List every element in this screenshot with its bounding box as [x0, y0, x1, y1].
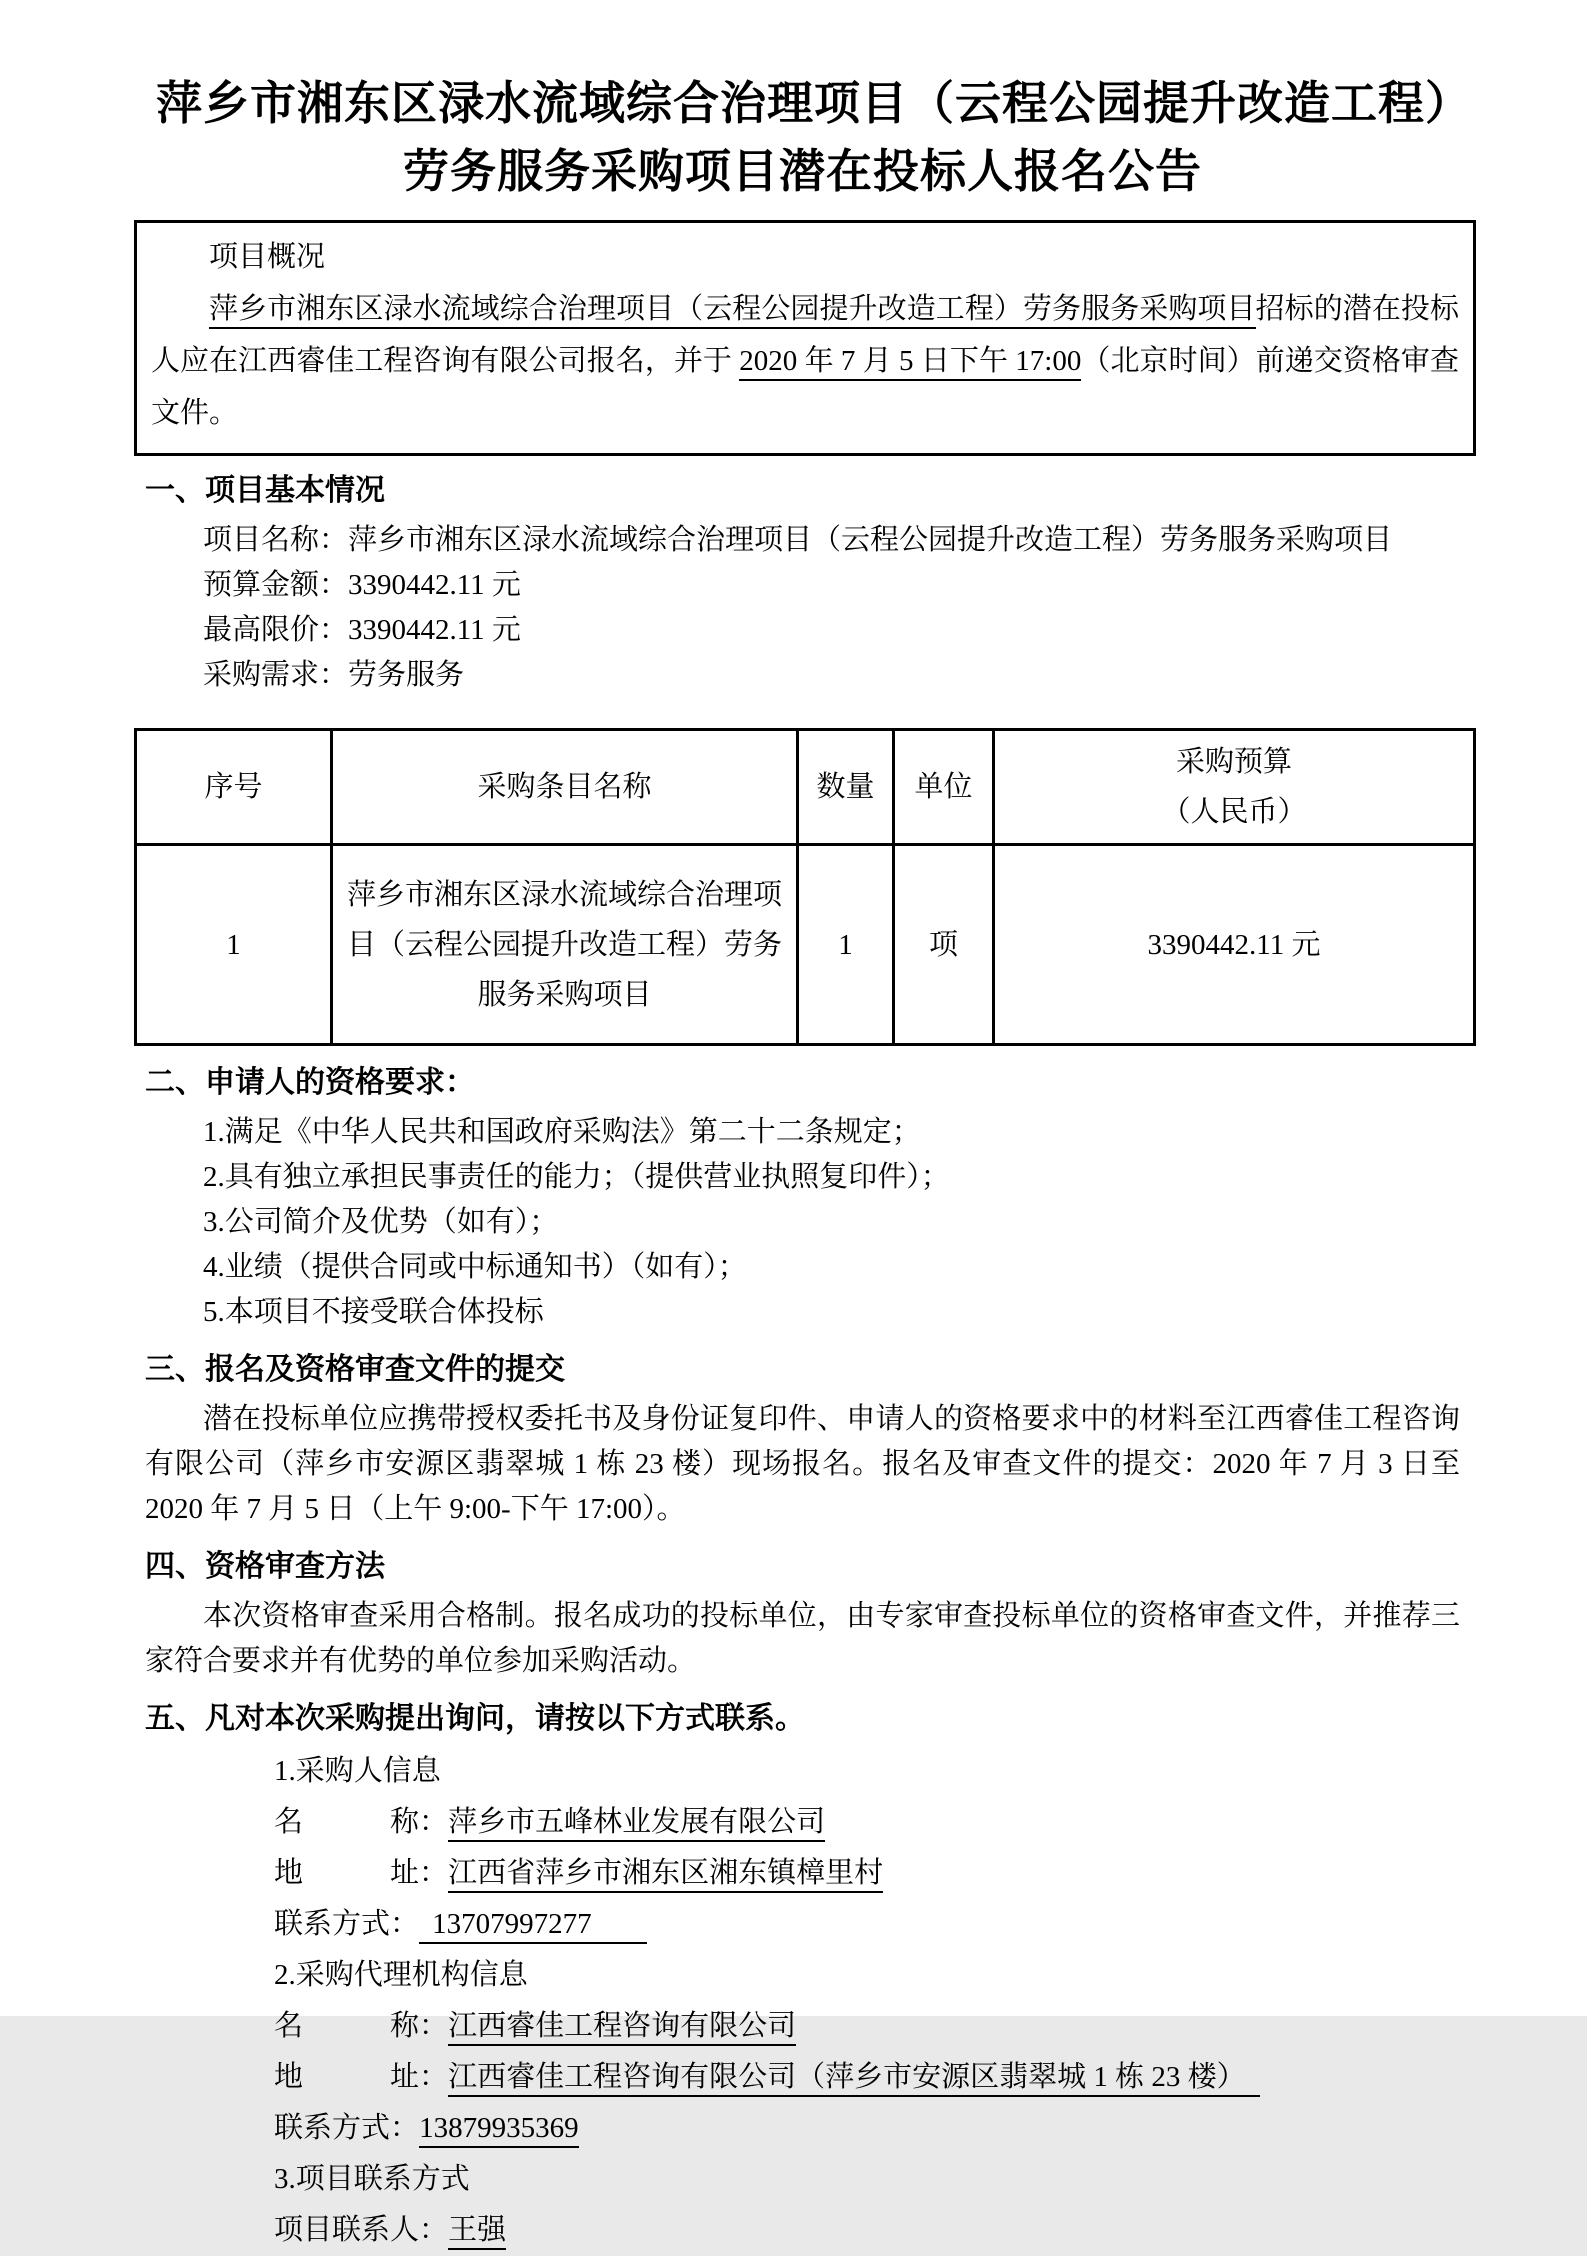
max-price-line: 最高限价：3390442.11 元	[203, 614, 521, 647]
section2-heading: 二、申请人的资格要求：	[145, 1066, 475, 1100]
overview-paragraph	[151, 283, 1459, 439]
project-name-line: 项目名称：萍乡市湘东区渌水流域综合治理项目（云程公园提升改造工程）劳务服务采购项目	[203, 524, 1393, 557]
section3-paragraph: 潜在投标单位应携带授权委托书及身份证复印件、申请人的资格要求中的材料至江西睿佳工程咨询有限公司（萍乡市安源区翡翠城 1 栋 23 楼）现场报名。报名及审查文件的提交：2020 年 7 月 3 日至 2020 年 7 月 5 日（上午 9:00-下午 17:00）。	[145, 1403, 1460, 1526]
qualification-item: 3.公司简介及优势（如有）；	[203, 1206, 559, 1239]
col-header-seq: 序号	[136, 730, 332, 845]
purchaser-phone-label: 联系方式：	[274, 1908, 420, 1941]
agency-address-value: 江西睿佳工程咨询有限公司（萍乡市安源区翡翠城 1 栋 23 楼）	[448, 2061, 1260, 2097]
qualification-item: 4.业绩（提供合同或中标通知书）（如有）；	[203, 1251, 747, 1284]
overview-deadline: 2020 年 7 月 5 日下午 17:00	[739, 345, 1081, 381]
overview-middle-text: 招标的潜在投标人应在江西睿佳工程咨询有限公司报名，并于	[151, 293, 1459, 378]
cell-budget: 3390442.11 元	[994, 845, 1475, 1045]
project-overview-box	[134, 220, 1476, 456]
purchaser-address-label: 地 址：	[274, 1857, 449, 1890]
purchaser-name-label: 名 称：	[274, 1806, 449, 1839]
project-contact-value: 王强	[448, 2214, 506, 2250]
col-header-budget: 采购预算 （人民币）	[994, 730, 1475, 845]
qualification-item: 5.本项目不接受联合体投标	[203, 1296, 544, 1329]
section1-heading: 一、项目基本情况	[145, 474, 385, 508]
agency-info-title: 2.采购代理机构信息	[274, 1959, 528, 1992]
budget-line: 预算金额：3390442.11 元	[203, 569, 521, 602]
purchaser-phone-line	[145, 1899, 1460, 1950]
col-header-item-name: 采购条目名称	[332, 730, 798, 845]
agency-name-label: 名 称：	[274, 2010, 449, 2043]
cell-unit: 项	[894, 845, 994, 1045]
agency-phone-value: 13879935369	[419, 2112, 579, 2148]
col-header-unit: 单位	[894, 730, 994, 845]
agency-address-line	[145, 2052, 1460, 2103]
agency-phone-line	[145, 2103, 1460, 2154]
agency-phone-label: 联系方式：	[274, 2112, 420, 2145]
qualification-item: 2.具有独立承担民事责任的能力；（提供营业执照复印件）；	[203, 1161, 950, 1194]
overview-label: 项目概况	[209, 241, 326, 274]
purchaser-address-line	[145, 1848, 1460, 1899]
table-header-row	[136, 730, 1475, 845]
purchaser-address-value: 江西省萍乡市湘东区湘东镇樟里村	[448, 1857, 883, 1893]
agency-name-value: 江西睿佳工程咨询有限公司	[448, 2010, 796, 2046]
purchaser-name-value: 萍乡市五峰林业发展有限公司	[448, 1806, 825, 1842]
overview-tail-text: （北京时间）前递交资格审查文件。	[151, 345, 1459, 430]
procurement-items-table	[134, 728, 1476, 1046]
project-contact-title: 3.项目联系方式	[274, 2163, 470, 2196]
table-row	[136, 845, 1475, 1045]
overview-project-name: 萍乡市湘东区渌水流域综合治理项目（云程公园提升改造工程）劳务服务采购项目	[209, 293, 1256, 329]
col-header-qty: 数量	[798, 730, 894, 845]
purchaser-phone-value: 13707997277	[419, 1908, 647, 1944]
agency-name-line	[145, 2001, 1460, 2052]
cell-seq: 1	[136, 845, 332, 1045]
contact-block	[145, 1746, 1460, 2256]
section5-heading: 五、凡对本次采购提出询问，请按以下方式联系。	[145, 1702, 805, 1736]
cell-qty: 1	[798, 845, 894, 1045]
agency-address-label: 地 址：	[274, 2061, 449, 2094]
page-title: 萍乡市湘东区渌水流域综合治理项目（云程公园提升改造工程）劳务服务采购项目潜在投标人报名公告	[156, 78, 1449, 198]
purchaser-name-line	[145, 1797, 1460, 1848]
cell-item-name: 萍乡市湘东区渌水流域综合治理项目（云程公园提升改造工程）劳务服务采购项目	[332, 845, 798, 1045]
project-contact-label: 项目联系人：	[274, 2214, 449, 2247]
project-contact-line	[145, 2205, 1460, 2256]
section4-heading: 四、资格审查方法	[145, 1550, 385, 1584]
section3-heading: 三、报名及资格审查文件的提交	[145, 1353, 565, 1387]
qualification-item: 1.满足《中华人民共和国政府采购法》第二十二条规定；	[203, 1116, 921, 1149]
purchaser-info-title: 1.采购人信息	[274, 1755, 441, 1788]
section4-paragraph: 本次资格审查采用合格制。报名成功的投标单位，由专家审查投标单位的资格审查文件，并推荐三家符合要求并有优势的单位参加采购活动。	[145, 1600, 1460, 1678]
demand-line: 采购需求：劳务服务	[203, 659, 465, 692]
